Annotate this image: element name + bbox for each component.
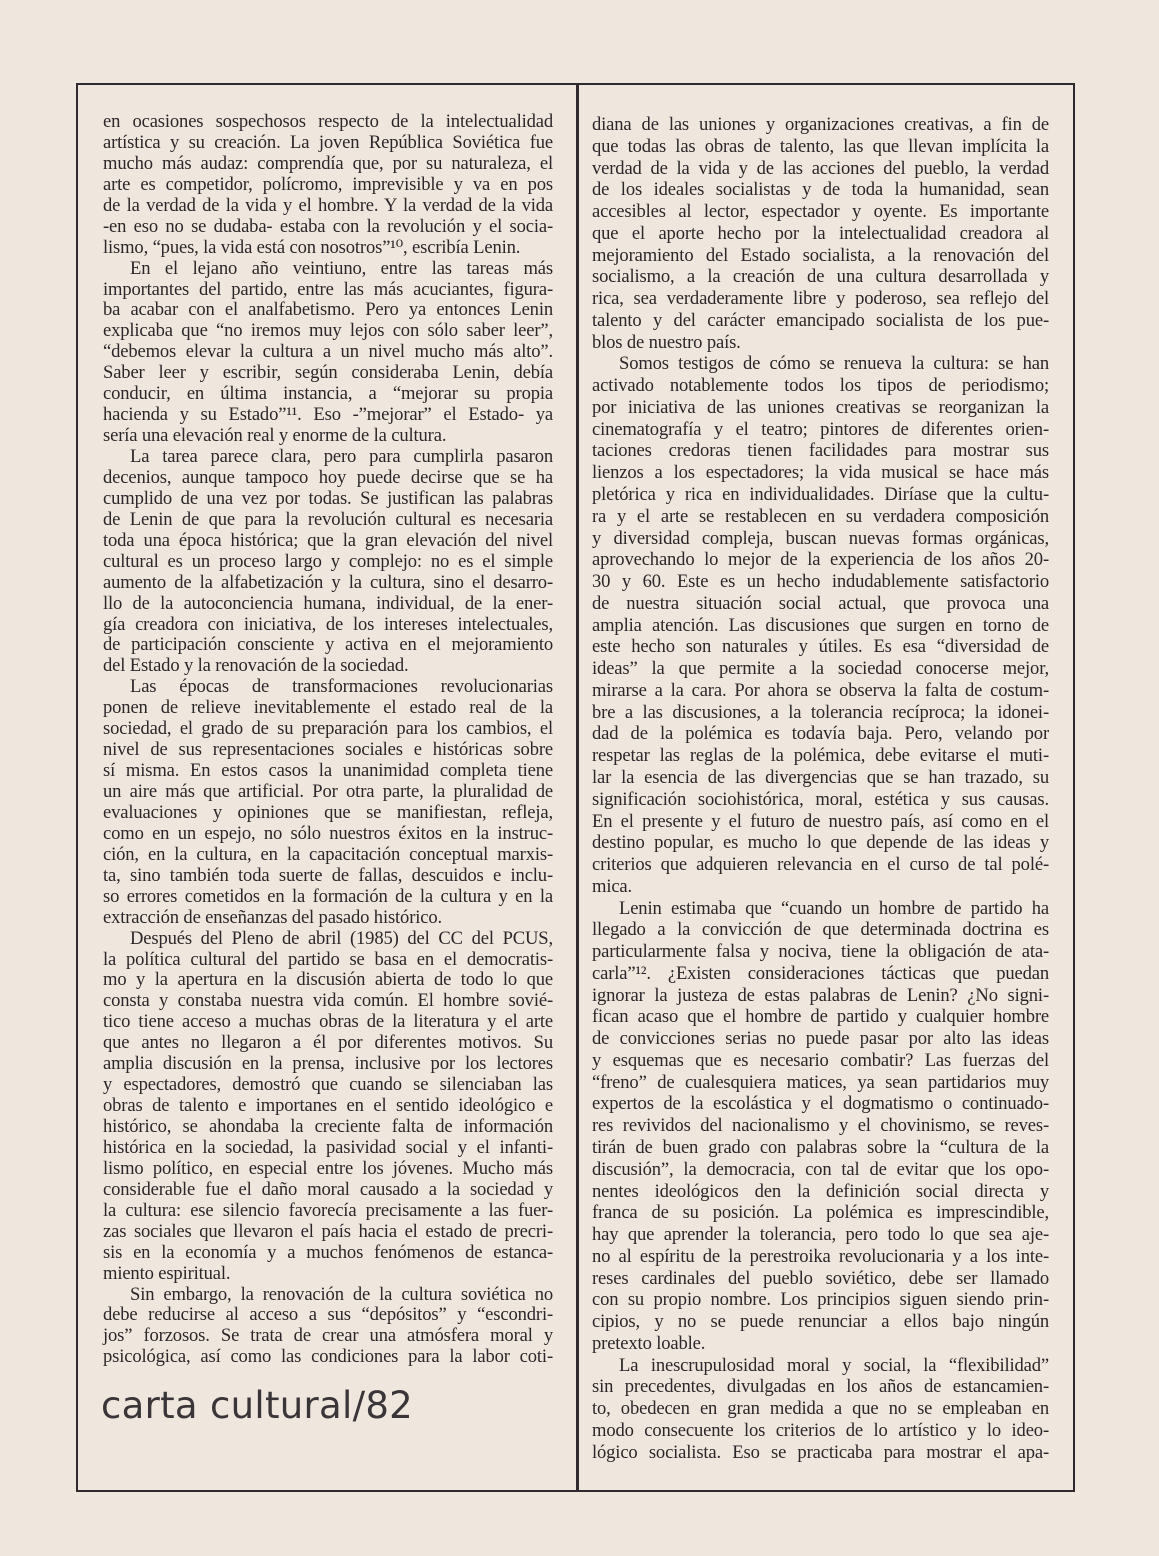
- text-line: mo y la apertura en la discusión abierta de todo lo que: [103, 969, 553, 991]
- text-line: hacienda y su Estado”¹¹. Eso -”mejorar” el Estado- ya: [103, 404, 553, 426]
- text-line: mejoramiento del Estado socialista, a la renovación del: [592, 244, 1049, 266]
- text-line: que el aporte hecho por la intelectualidad creadora al: [592, 222, 1049, 244]
- text-line: conducir, en última instancia, a “mejorar su propia: [103, 383, 553, 405]
- text-line: que antes no llegaron a él por diferentes motivos. Su: [103, 1032, 553, 1054]
- text-line: lar la esencia de las divergencias que se han trazado, su: [592, 766, 1049, 788]
- text-line: llo de la autoconciencia humana, individual, de la ener-: [103, 592, 553, 614]
- text-line: tirán de buen grado con palabras sobre la “cultura de la: [592, 1136, 1049, 1158]
- text-line: La inescrupulosidad moral y social, la “flexibilidad”: [619, 1354, 1049, 1376]
- text-line: “freno” de cualesquiera matices, ya sean partidarios muy: [592, 1071, 1049, 1093]
- text-line: de participación consciente y activa en el mejoramiento: [103, 634, 553, 656]
- text-line: pletórica y rica en individualidades. Diríase que la cultu-: [592, 484, 1049, 506]
- text-line: carla”¹². ¿Existen consideraciones tácticas que puedan: [592, 962, 1049, 984]
- text-line: En el lejano año veintiuno, entre las tareas más: [130, 257, 553, 279]
- text-line: Sin embargo, la renovación de la cultura soviética no: [130, 1283, 553, 1305]
- text-line: dad de la polémica es todavía baja. Pero, velando por: [592, 723, 1049, 745]
- text-line: cinematografía y el teatro; pintores de diferentes orien-: [592, 418, 1049, 440]
- paragraph: [103, 259, 553, 447]
- text-line: “debemos elevar la cultura a un nivel mucho más alto”.: [103, 341, 553, 363]
- text-line: Lenin estimaba que “cuando un hombre de partido ha: [619, 897, 1049, 919]
- text-line: arte es competidor, polícromo, imprevisible y va en pos: [103, 173, 553, 195]
- text-line: llegado a la convicción de que determinada doctrina es: [592, 919, 1049, 941]
- paragraph: [103, 1285, 553, 1369]
- text-line: amplia atención. Las discusiones que surgen en torno de: [592, 614, 1049, 636]
- text-line: este hecho son naturales y útiles. Es esa “diversidad de: [592, 636, 1049, 658]
- text-line: Saber leer y escribir, según consideraba Lenin, debía: [103, 362, 553, 384]
- paragraph: [592, 353, 1049, 897]
- text-line: y espectadores, demostró que cuando se silenciaban las: [103, 1074, 553, 1096]
- text-line: so errores cometidos en la formación de la cultura y en la: [103, 885, 553, 907]
- paragraph: [103, 447, 553, 677]
- text-line: la cultura: ese silencio favorecía precisamente a las fuer-: [103, 1199, 553, 1221]
- text-line: por iniciativa de las uniones creativas se reorganizan la: [592, 396, 1049, 418]
- text-line: expertos de la escolástica y el dogmatismo o continuado-: [592, 1093, 1049, 1115]
- text-line: que todas las obras de talento, las que llevan implícita la: [592, 135, 1049, 157]
- text-line: taciones credoras tienen facilidades para mostrar sus: [592, 440, 1049, 462]
- text-line: importantes del partido, entre las más acuciantes, figura-: [103, 278, 553, 300]
- text-line: de nuestra situación social actual, que provoca una: [592, 592, 1049, 614]
- text-line: toda una época histórica; que la gran elevación del nivel: [103, 529, 553, 551]
- text-line: psicológica, así como las condiciones para la labor coti-: [103, 1346, 553, 1368]
- text-line: particularmente falsa y nociva, tiene la obligación de ata-: [592, 941, 1049, 963]
- text-line: fican acaso que el hombre de partido y cualquier hombre: [592, 1006, 1049, 1028]
- text-line: de la verdad de la vida y el hombre. Y la verdad de la vida: [103, 194, 553, 216]
- text-line: histórico, se ahondaba la creciente falta de información: [103, 1116, 553, 1137]
- text-line: bre a las discusiones, a la tolerancia recíproca; la idonei-: [592, 701, 1049, 723]
- text-line: to, obedecen en gran medida a que no se empleaban en: [592, 1398, 1049, 1420]
- text-line: talento y del carácter emancipado socialista de los pue-: [592, 309, 1049, 331]
- paragraph: [103, 929, 553, 1285]
- text-line: consta y constaba nuestra vida común. El hombre sovié-: [103, 990, 553, 1012]
- text-line: no al espíritu de la perestroika revolucionaria y a los inte-: [592, 1245, 1049, 1267]
- text-line: diana de las uniones y organizaciones creativas, a fin de: [592, 114, 1049, 135]
- text-line: lismo, “pues, la vida está con nosotros”¹⁰, escribía Lenin.: [103, 236, 521, 258]
- text-line: amplia discusión en la prensa, inclusive por los lectores: [103, 1053, 553, 1075]
- text-line: nivel de sus representaciones sociales e históricas sobre: [103, 739, 553, 761]
- text-line: cumplido de una vez por todas. Se justifican las palabras: [103, 487, 553, 509]
- text-line: ponen de relieve inevitablemente el estado real de la: [103, 697, 553, 719]
- text-line: sin precedentes, divulgadas en los años de estancamien-: [592, 1376, 1049, 1398]
- text-line: artística y su creación. La joven República Soviética fue: [103, 131, 553, 153]
- text-line: accesibles al lector, espectador y oyente. Es importante: [592, 201, 1049, 223]
- text-line: ignorar la justeza de estas palabras de Lenin? ¿No signi-: [592, 984, 1049, 1006]
- text-line: lógico socialista. Eso se practicaba para mostrar el apa-: [592, 1441, 1049, 1463]
- text-line: Las épocas de transformaciones revolucionarias: [130, 676, 553, 698]
- text-line: socialismo, a la creación de una cultura desarrollada y: [592, 266, 1049, 288]
- paragraph: [103, 112, 553, 259]
- text-line: decenios, aunque tampoco hoy puede decirse que se ha: [103, 466, 553, 488]
- text-line: gía creadora con iniciativa, de los intereses intelectuales,: [103, 613, 553, 635]
- text-line: ción, en la cultura, en la capacitación conceptual marxis-: [103, 843, 553, 865]
- text-line: de los ideales socialistas y de toda la humanidad, sean: [592, 179, 1049, 201]
- text-line: en ocasiones sospechosos respecto de la intelectualidad: [103, 111, 553, 132]
- text-line: pretexto loable.: [592, 1332, 706, 1354]
- text-line: criterios que adquieren relevancia en el curso de tal polé-: [592, 854, 1049, 876]
- text-line: ba acabar con el analfabetismo. Pero ya entonces Lenin: [103, 299, 553, 321]
- paragraph: [592, 1355, 1049, 1464]
- text-line: mica.: [592, 875, 633, 897]
- text-line: sí misma. En estos casos la unanimidad completa tiene: [103, 760, 553, 782]
- text-line: histórica en la sociedad, la pasividad social y el infanti-: [103, 1136, 553, 1158]
- right-column: [592, 114, 1049, 1463]
- text-line: mucho más audaz: comprendía que, por su naturaleza, el: [103, 152, 553, 174]
- text-line: considerable fue el daño moral causado a la sociedad y: [103, 1178, 553, 1200]
- text-line: cipios, y no se puede renunciar a ellos bajo ningún: [592, 1311, 1049, 1333]
- text-line: lienzos a los espectadores; la vida musical se hace más: [592, 462, 1049, 484]
- text-line: hay que aprender la tolerancia, pero todo lo que sea aje-: [592, 1224, 1049, 1246]
- text-line: ta, sino también toda suerte de fallas, descuidos e inclu-: [103, 864, 553, 886]
- text-line: nentes ideológicos den la definición social directa y: [592, 1180, 1049, 1202]
- left-column: [103, 112, 553, 1368]
- text-line: blos de nuestro país.: [592, 331, 741, 353]
- text-line: respetar las reglas de la polémica, debe evitarse el muti-: [592, 745, 1049, 767]
- text-line: con su propio nombre. Los principios siguen siendo prin-: [592, 1289, 1049, 1311]
- text-line: aumento de la alfabetización y la cultura, sino el desarro-: [103, 571, 553, 593]
- text-line: del Estado y la renovación de la sociedad.: [103, 655, 409, 677]
- text-line: debe reducirse al acceso a sus “depósitos” y “escondri-: [103, 1304, 553, 1326]
- text-line: franca de su posición. La polémica es imprescindible,: [592, 1202, 1049, 1224]
- text-line: discusión”, la democracia, con tal de evitar que los opo-: [592, 1158, 1049, 1180]
- paragraph: [103, 677, 553, 928]
- text-line: lismo político, en especial entre los jóvenes. Mucho más: [103, 1157, 553, 1179]
- text-line: un aire más que artificial. Por otra parte, la pluralidad de: [103, 781, 553, 802]
- text-line: evaluaciones y opiniones que se manifiestan, refleja,: [103, 801, 553, 823]
- text-line: ra y el arte se restablecen en su verdadera composición: [592, 505, 1049, 527]
- text-line: jos” forzosos. Se trata de crear una atmósfera moral y: [103, 1325, 553, 1347]
- text-line: En el presente y el futuro de nuestro país, así como en el: [592, 810, 1049, 832]
- text-line: como en un espejo, no sólo nuestros éxitos en la instruc-: [103, 822, 553, 844]
- text-line: aprovechando lo mejor de la experiencia de los años 20-: [592, 549, 1049, 571]
- text-line: significación sociohistórica, moral, estética y sus causas.: [592, 788, 1049, 810]
- text-line: La tarea parece clara, pero para cumplirla pasaron: [130, 446, 553, 467]
- text-line: sería una elevación real y enorme de la cultura.: [103, 425, 447, 447]
- text-line: modo consecuente los criterios de lo artístico y lo ideo-: [592, 1419, 1049, 1441]
- running-footer-title: carta cultural/82: [101, 1384, 414, 1427]
- text-line: ideas” la que permite a la sociedad conocerse mejor,: [592, 658, 1049, 680]
- text-line: rica, sea verdaderamente libre y poderoso, sea reflejo del: [592, 288, 1049, 310]
- text-line: la política cultural del partido se basa en el democratis-: [103, 948, 553, 970]
- text-line: -en eso no se dudaba- estaba con la revolución y el socia-: [103, 215, 553, 237]
- text-line: cultural es un proceso largo y complejo: no es el simple: [103, 550, 553, 572]
- text-line: de Lenin de que para la revolución cultural es necesaria: [103, 508, 553, 530]
- text-line: res revividos del nacionalismo y el chovinismo, se reves-: [592, 1115, 1049, 1137]
- text-line: reses cardinales del pueblo soviético, debe ser llamado: [592, 1267, 1049, 1289]
- text-line: mirarse a la cara. Por ahora se observa la falta de costum-: [592, 679, 1049, 701]
- text-line: y diversidad compleja, buscan nuevas formas orgánicas,: [592, 527, 1049, 549]
- paragraph: [592, 114, 1049, 353]
- text-line: obras de talento e importanes en el sentido ideológico e: [103, 1095, 553, 1117]
- text-line: y esquemas que es necesario combatir? Las fuerzas del: [592, 1049, 1049, 1071]
- text-line: Somos testigos de cómo se renueva la cultura: se han: [619, 353, 1049, 375]
- text-line: sis en la economía y a muchos fenómenos de estanca-: [103, 1241, 553, 1263]
- text-line: miento espiritual.: [103, 1262, 231, 1284]
- text-line: activado notablemente todos los tipos de periodismo;: [592, 375, 1049, 397]
- text-line: explicaba que “no iremos muy lejos con sólo saber leer”,: [103, 320, 553, 342]
- paragraph: [592, 898, 1049, 1355]
- text-line: de convicciones serias no puede pasar por alto las ideas: [592, 1028, 1049, 1050]
- text-line: extracción de enseñanzas del pasado histórico.: [103, 906, 443, 928]
- text-line: sociedad, el grado de su preparación para los cambios, el: [103, 718, 553, 740]
- text-line: verdad de la vida y de las acciones del pueblo, la verdad: [592, 157, 1049, 179]
- text-line: 30 y 60. Este es un hecho indudablemente satisfactorio: [592, 571, 1049, 593]
- text-line: destino popular, es mucho lo que depende de las ideas y: [592, 832, 1049, 854]
- column-divider: [576, 83, 579, 1492]
- text-line: zas sociales que llevaron el país hacia el estado de precri-: [103, 1220, 553, 1242]
- text-line: Después del Pleno de abril (1985) del CC del PCUS,: [130, 927, 553, 949]
- text-line: tico tiene acceso a muchas obras de la literatura y el arte: [103, 1011, 553, 1033]
